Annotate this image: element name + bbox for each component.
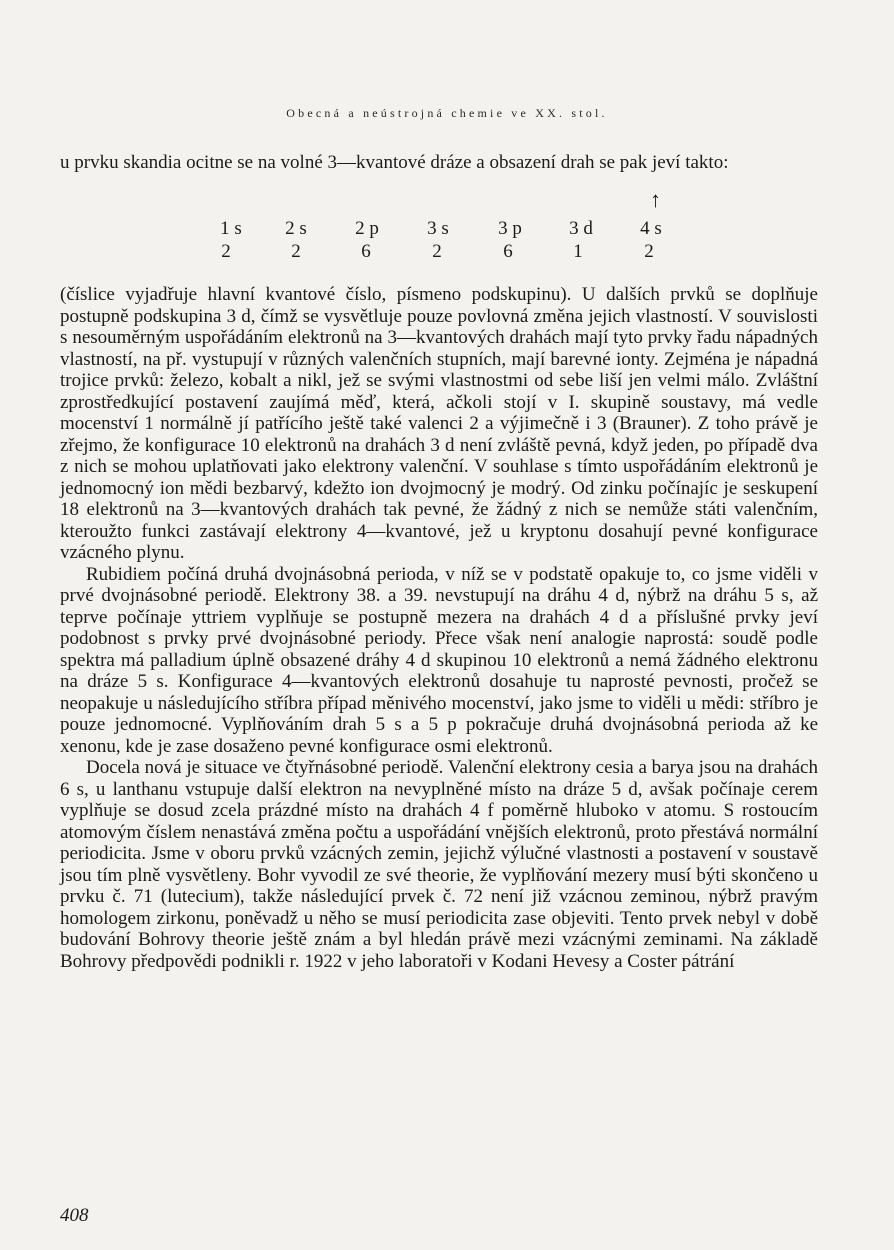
- electron-count: 2: [221, 241, 231, 262]
- paragraph: Docela nová je situace ve čtyřnásobné periodě. Valenční elektrony cesia a barya jsou na drahách 6 s, u lanthanu vstupuje další elektron na nevyplněné místo na dráze 5 d, avšak počínaje cerem vyplňuje se dosud zcela prázdné místo na drahách 4 f poměrně hluboko v atomu. S rostoucím atomovým číslem nenastává změna počtu a uspořádání vnějších elektronů, proto přestává normální periodicita. Jsme v oboru prvků vzácných zemin, jejichž výlučné vlastnosti a postavení v soustavě jsou tím plně vysvětleny. Bohr vyvodil ze své theorie, že vyplňování mezery musí býti skončeno u prvku č. 71 (lutecium), takže následující prvek č. 72 není již vzácnou zeminou, nýbrž pravým homologem zirkonu, poněvadž u něho se musí periodicita zase objeviti. Tento prvek nebyl v době budování Bohrovy theorie ještě znám a byl hledán právě mezi vzácnými zeminami. Na základě Bohrovy předpovědi podnikli r. 1922 v jeho laboratoři v Kodani Hevesy a Coster pátrání: [60, 757, 818, 972]
- orbital-label: 2 p: [355, 218, 379, 239]
- electron-count: 6: [361, 241, 371, 262]
- up-arrow-icon: ↑: [650, 187, 661, 212]
- orbital-row: [0, 218, 894, 242]
- electron-count: 1: [573, 241, 583, 262]
- electron-count: 6: [503, 241, 513, 262]
- running-header: Obecná a neústrojná chemie ve XX. stol.: [286, 106, 608, 120]
- electron-count: 2: [432, 241, 442, 262]
- paragraph: Rubidiem počíná druhá dvojnásobná perioda, v níž se v podstatě opakuje to, co jsme viděli v prvé dvojnásobné periodě. Elektrony 38. a 39. nevstupují na dráhu 4 d, nýbrž na dráhu 5 s, až teprve počínaje yttriem vyplňuje se postupně mezera na drahách 4 d a příslušné prvky jeví podobnost s prvky prvé dvojnásobné periody. Přece však není analogie naprostá: soudě podle spektra má palladium úplně obsazené dráhy 4 d skupinou 10 elektronů a nemá žádného elektronu na dráze 5 s. Konfigurace 4—kvantových elektronů dosahuje tu naprosté pevnosti, pročež se neopakuje u následujícího stříbra případ měnivého mocenství, jako jsme to viděli u mědi: stříbro je pouze jednomocné. Vyplňováním drah 5 s a 5 p pokračuje druhá dvojnásobná perioda až ke xenonu, kde je zase dosaženo pevné konfigurace osmi elektronů.: [60, 563, 818, 757]
- orbital-label: 1 s: [220, 218, 242, 239]
- body-text: [60, 284, 818, 972]
- electron-count: 2: [644, 241, 654, 262]
- intro-text: u prvku skandia ocitne se na volné 3—kvantové dráze a obsazení drah se pak jeví takto:: [60, 152, 729, 173]
- paragraph: (číslice vyjadřuje hlavní kvantové číslo, písmeno podskupinu). U dalších prvků se doplňuje postupně podskupina 3 d, čímž se vysvětluje pouze povlovná změna jejich vlastností. V souvislosti s nesouměrným uspořádáním elektronů na 3—kvantových drahách mají tyto prvky řadu nápadných vlastností, na př. vystupují v různých valenčních stupních, mají barevné ionty. Zejména je nápadná trojice prvků: železo, kobalt a nikl, jež se svými vlastnostmi od sebe liší jen velmi málo. Zvláštní zprostředkující postavení zaujímá měď, která, ačkoli stojí v I. skupině soustavy, má vedle mocenství 1 normálně jí patřícího ještě také valenci 2 a výjimečně i 3 (Brauner). Z toho právě je zřejmo, že konfigurace 10 elektronů na drahách 3 d není zvláště pevná, když jeden, po případě dva z nich se mohou uplatňovati jako elektrony valenční. V souhlase s tímto uspořádáním elektronů je jednomocný ion mědi bezbarvý, kdežto ion dvojmocný je modrý. Od zinku počínajíc je seskupení 18 elektronů na 3—kvantových drahách tak pevné, že žádný z nich se nemůže státi valenčním, kteroužto funkci zastávají elektrony 4—kvantové, jež u kryptonu dosahují pevné konfigurace vzácného plynu.: [60, 284, 818, 563]
- orbital-label: 3 s: [427, 218, 449, 239]
- electron-count: 2: [291, 241, 301, 262]
- orbital-label: 2 s: [285, 218, 307, 239]
- orbital-label: 3 d: [569, 218, 593, 239]
- page-number: 408: [60, 1205, 89, 1226]
- intro-paragraph: [60, 152, 818, 174]
- count-row: [0, 241, 894, 265]
- orbital-label: 3 p: [498, 218, 522, 239]
- orbital-label: 4 s: [640, 218, 662, 239]
